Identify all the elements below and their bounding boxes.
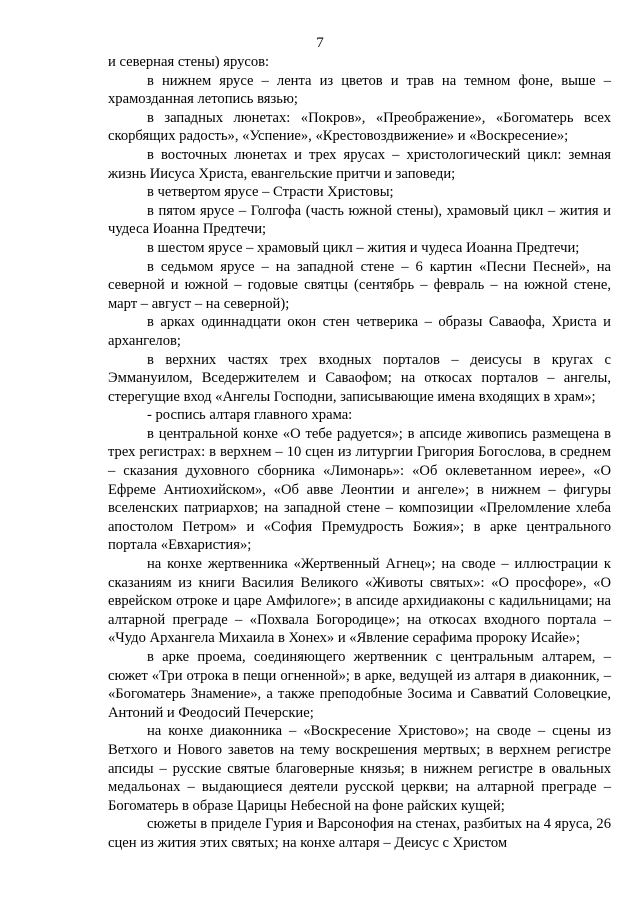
paragraph-2: в нижнем ярусе – лента из цветов и трав на темном фоне, выше – храмозданная летопись вязью; <box>108 72 611 108</box>
paragraph-7: в шестом ярусе – храмовый цикл – жития и чудеса Иоанна Предтечи; <box>147 239 580 256</box>
paragraph-4: в восточных люнетах и трех ярусах – христологический цикл: земная жизнь Иисуса Христа, евангельские притчи и заповеди; <box>108 146 611 182</box>
paragraph-6: в пятом ярусе – Голгофа (часть южной стены), храмовый цикл – жития и чудеса Иоанна Предтечи; <box>108 202 611 238</box>
paragraph-14: в арке проема, соединяющего жертвенник с центральным алтарем, – сюжет «Три отрока в пещи огненной»; в арке, ведущей из алтаря в диаконник, – «Богоматерь Знамение», а также преподобные Зосима и Савватий Соловецкие, Антоний и Феодосий Печерские; <box>108 649 611 721</box>
paragraph-11: - роспись алтаря главного храма: <box>147 407 353 424</box>
paragraph-12: в центральной конхе «О тебе радуется»; в апсиде живопись размещена в трех регистрах: в верхнем – 10 сцен из литургии Григория Богослова, в среднем – сказания духовного сборника «Лимонарь»: «Об оклеветанном иерее», «О Ефреме Антиохийском», «Об авве Леонтии и ангеле»; в нижнем – фигуры вселенских патриархов; на западной стене – композиции «Преломление хлеба апостолом Петром» и «София Премудрость Божия»; в арке центрального портала «Евхаристия»; <box>108 425 611 554</box>
page-number: 7 <box>316 35 324 51</box>
paragraph-9: в арках одиннадцати окон стен четверика – образы Саваофа, Христа и архангелов; <box>108 314 611 349</box>
paragraph-13: на конхе жертвенника «Жертвенный Агнец»; на своде – иллюстрации к сказаниям из книги Василия Великого «Животы святых»: «О просфоре», «О еврейском отроке и царе Амфилоге»; в апсиде архидиаконы с кадильницами; на алтарной преграде – «Похвала Богородице»; на откосах входного портала – «Чудо Архангела Михаила в Хонех» и «Явление серафима пророку Исайе»; <box>108 556 611 647</box>
paragraph-5: в четвертом ярусе – Страсти Христовы; <box>147 184 394 201</box>
body-text <box>108 53 611 853</box>
paragraph-15: на конхе диаконника – «Воскресение Христово»; на своде – сцены из Ветхого и Нового заветов на тему воскрешения мертвых; в верхнем регистре апсиды – русские святые благоверные князья; в нижнем регистре в овальных медальонах – выдающиеся деятели русской церкви; на алтарной преграде – Богоматерь в образе Царицы Небесной на фоне райских кущей; <box>108 723 611 814</box>
paragraph-8: в седьмом ярусе – на западной стене – 6 картин «Песни Песней», на северной и южной – годовые святцы (сентябрь – февраль – на южной стене, март – август – на северной); <box>108 258 611 312</box>
paragraph-16: сюжеты в приделе Гурия и Варсонофия на стенах, разбитых на 4 яруса, 26 сцен из жития этих святых; на конхе алтаря – Деисус с Христом <box>108 816 611 851</box>
paragraph-1: и северная стены) ярусов: <box>108 54 270 70</box>
paragraph-3: в западных люнетах: «Покров», «Преображение», «Богоматерь всех скорбящих радость», «Успение», «Крестовоздвижение» и «Воскресение»; <box>108 109 611 145</box>
paragraph-10: в верхних частях трех входных порталов – деисусы в кругах с Эммануилом, Вседержителем и Саваофом; на откосах порталов – ангелы, стерегущие вход «Ангелы Господни, записывающие имена входящих в храм»; <box>108 351 611 405</box>
